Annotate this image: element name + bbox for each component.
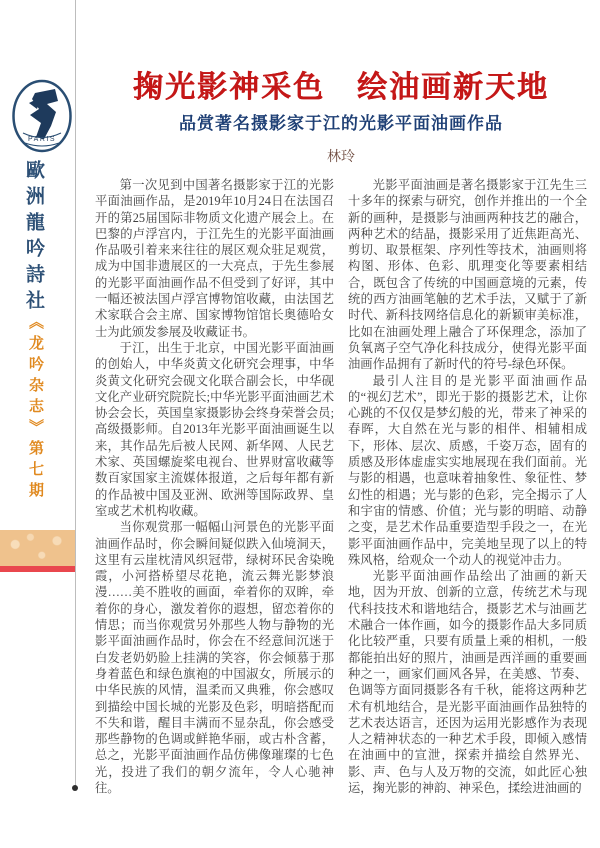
article-author: 林玲	[327, 150, 355, 165]
divider-end-dot	[72, 785, 78, 791]
paragraph: 当你观赏那一幅幅山河景色的光影平面油画作品时，你会瞬间疑似跌入仙境洞天，这里有云崖枕清风织冠带，绿树环民舍染晚霞，小河搭桥望尽花艳，流云舞光影梦浪漫……美不胜收的画面，牵着你的双眸，牵着你的身心，激发着你的遐想，留恋着你的情思；而当你观赏另外那些人物与静物的光影平面油画作品时，你会在不经意间沉迷于白发老奶奶脸上挂满的笑容，你会倾慕于那身着蓝色和绿色旗袍的中国淑女，所展示的中华民族的风情，温柔而又典雅，你会感叹到描绘中国长城的光影及色彩，明暗搭配而不失和谐，醒目丰满而不显杂乱，你会感受那些静物的色调或鲜艳华丽，或古朴含蓄，总之，光影平面油画作品仿佛像璀璨的七色光，投进了我们的朝夕流年，令人心驰神往。	[95, 520, 334, 795]
paragraph: 最引人注目的是光影平面油画作品的“视幻艺术”，即光于影的摄影艺术，让你心跳的不仅仅是梦幻般的光，带来了神采的春晖，大自然在光与影的相伴、相辅相成下，形体、层次、质感，千姿万态，固有的质感及形体虚虚实实地展现在我们面前。光与影的相遇，也意味着抽象性、象征性、梦幻性的相遇；光与影的色彩，完全揭示了人和宇宙的情感、价值；光与影的明暗、动静之变，是艺术作品重要造型手段之一，在光影平面油画作品中，完美地呈现了以上的特殊风格，给观众一个动人的视觉冲击力。	[348, 373, 587, 567]
paragraph: 第一次见到中国著名摄影家于江的光影平面油画作品，是2019年10月24日在法国召开的第25届国际非物质文化遗产展会上。在巴黎的卢浮宫内，于江先生的光影平面油画作品吸引着来来往往的展区观众驻足观赏，成为中国非遗展区的一大亮点，于先生参展的光影平面油画作品不但受到了好评，其中一幅还被法国卢浮宫博物馆收藏，由法国艺术家联合会主席、国家博物馆馆长奥德哈女士为此颁发参展及收藏证书。	[95, 178, 334, 339]
paragraph: 于江，出生于北京，中国光影平面油画的创始人，中华炎黄文化研究会理事，中华炎黄文化研究会砚文化联合副会长，中华砚文化产业研究院院长;中华光影平面油画艺术协会会长，英国皇家摄影协会终身荣誉会员;高级摄影师。自2013年光影平面油画诞生以来，其作品先后被人民网、新华网、人民艺术家、英国螺旋桨电视台、世界财富收藏等数百家国家主流媒体报道，之后每年都有新的作品被中国及亚洲、欧洲等国际政界、皇室或艺术机构收藏。	[95, 340, 334, 518]
vertical-divider-line	[75, 0, 76, 789]
article-title: 掬光影神采色 绘油画新天地	[133, 71, 549, 104]
paris-logo-icon	[11, 79, 73, 153]
svg-text:PARIS: PARIS	[28, 136, 56, 143]
paragraph: 光影平面油画是著名摄影家于江先生三十多年的探索与研究，创作并推出的一个全新的画种，是摄影与油画两种技艺的融合，两种艺术的结晶，摄影采用了近焦距高光、剪切、取景框架、序列性等技术，油画则将构图、形体、色彩、肌理变化等要素相结合，既包含了传统的中国画意境的元素，传统的西方油画笔触的艺术手法，又赋于了新时代、新科技网络信息化的新颖审美标准，比如在油画处理上融合了环保理念，添加了负氧离子空气净化科技成分，使得光影平面油画作品拥有了新时代的符号-绿色环保。	[348, 178, 587, 372]
society-name-vertical: 歐洲龍吟詩社	[23, 160, 44, 316]
decorative-band	[0, 530, 76, 566]
paris-society-logo	[11, 79, 73, 153]
paragraph: 光影平面油画作品绘出了油画的新天地，因为开放、创新的立意，传统艺术与现代科技技术和谐地结合，摄影艺术与油画艺术融合一体作画，如今的摄影作品大多同质化比较严重，只要有质量上乘的相机，一般都能拍出好的照片，油画是西洋画的重要画种之一，画家们画风各异，在美感、节奏、色调等方面同摄影各有千秋，能将这两种艺术有机地结合，是光影平面油画作品独特的艺术表达语言，还因为运用光影感作为表现人之精神状态的一种艺术手段，即倾入感情在油画中的宣泄，探索并描绘自然界光、影、声、色与人及万物的交流，如此匠心独运，掬光影的神韵、神采色，揉绘进油画的	[348, 569, 587, 795]
article-columns	[95, 177, 587, 796]
left-column	[95, 177, 334, 796]
decorative-red-stripe	[0, 566, 76, 572]
magazine-issue-vertical: 《龙吟杂志》第七期	[27, 314, 43, 503]
article-area	[95, 70, 587, 796]
right-column	[348, 177, 587, 796]
article-subtitle: 品赏著名摄影家于江的光影平面油画作品	[179, 114, 503, 133]
